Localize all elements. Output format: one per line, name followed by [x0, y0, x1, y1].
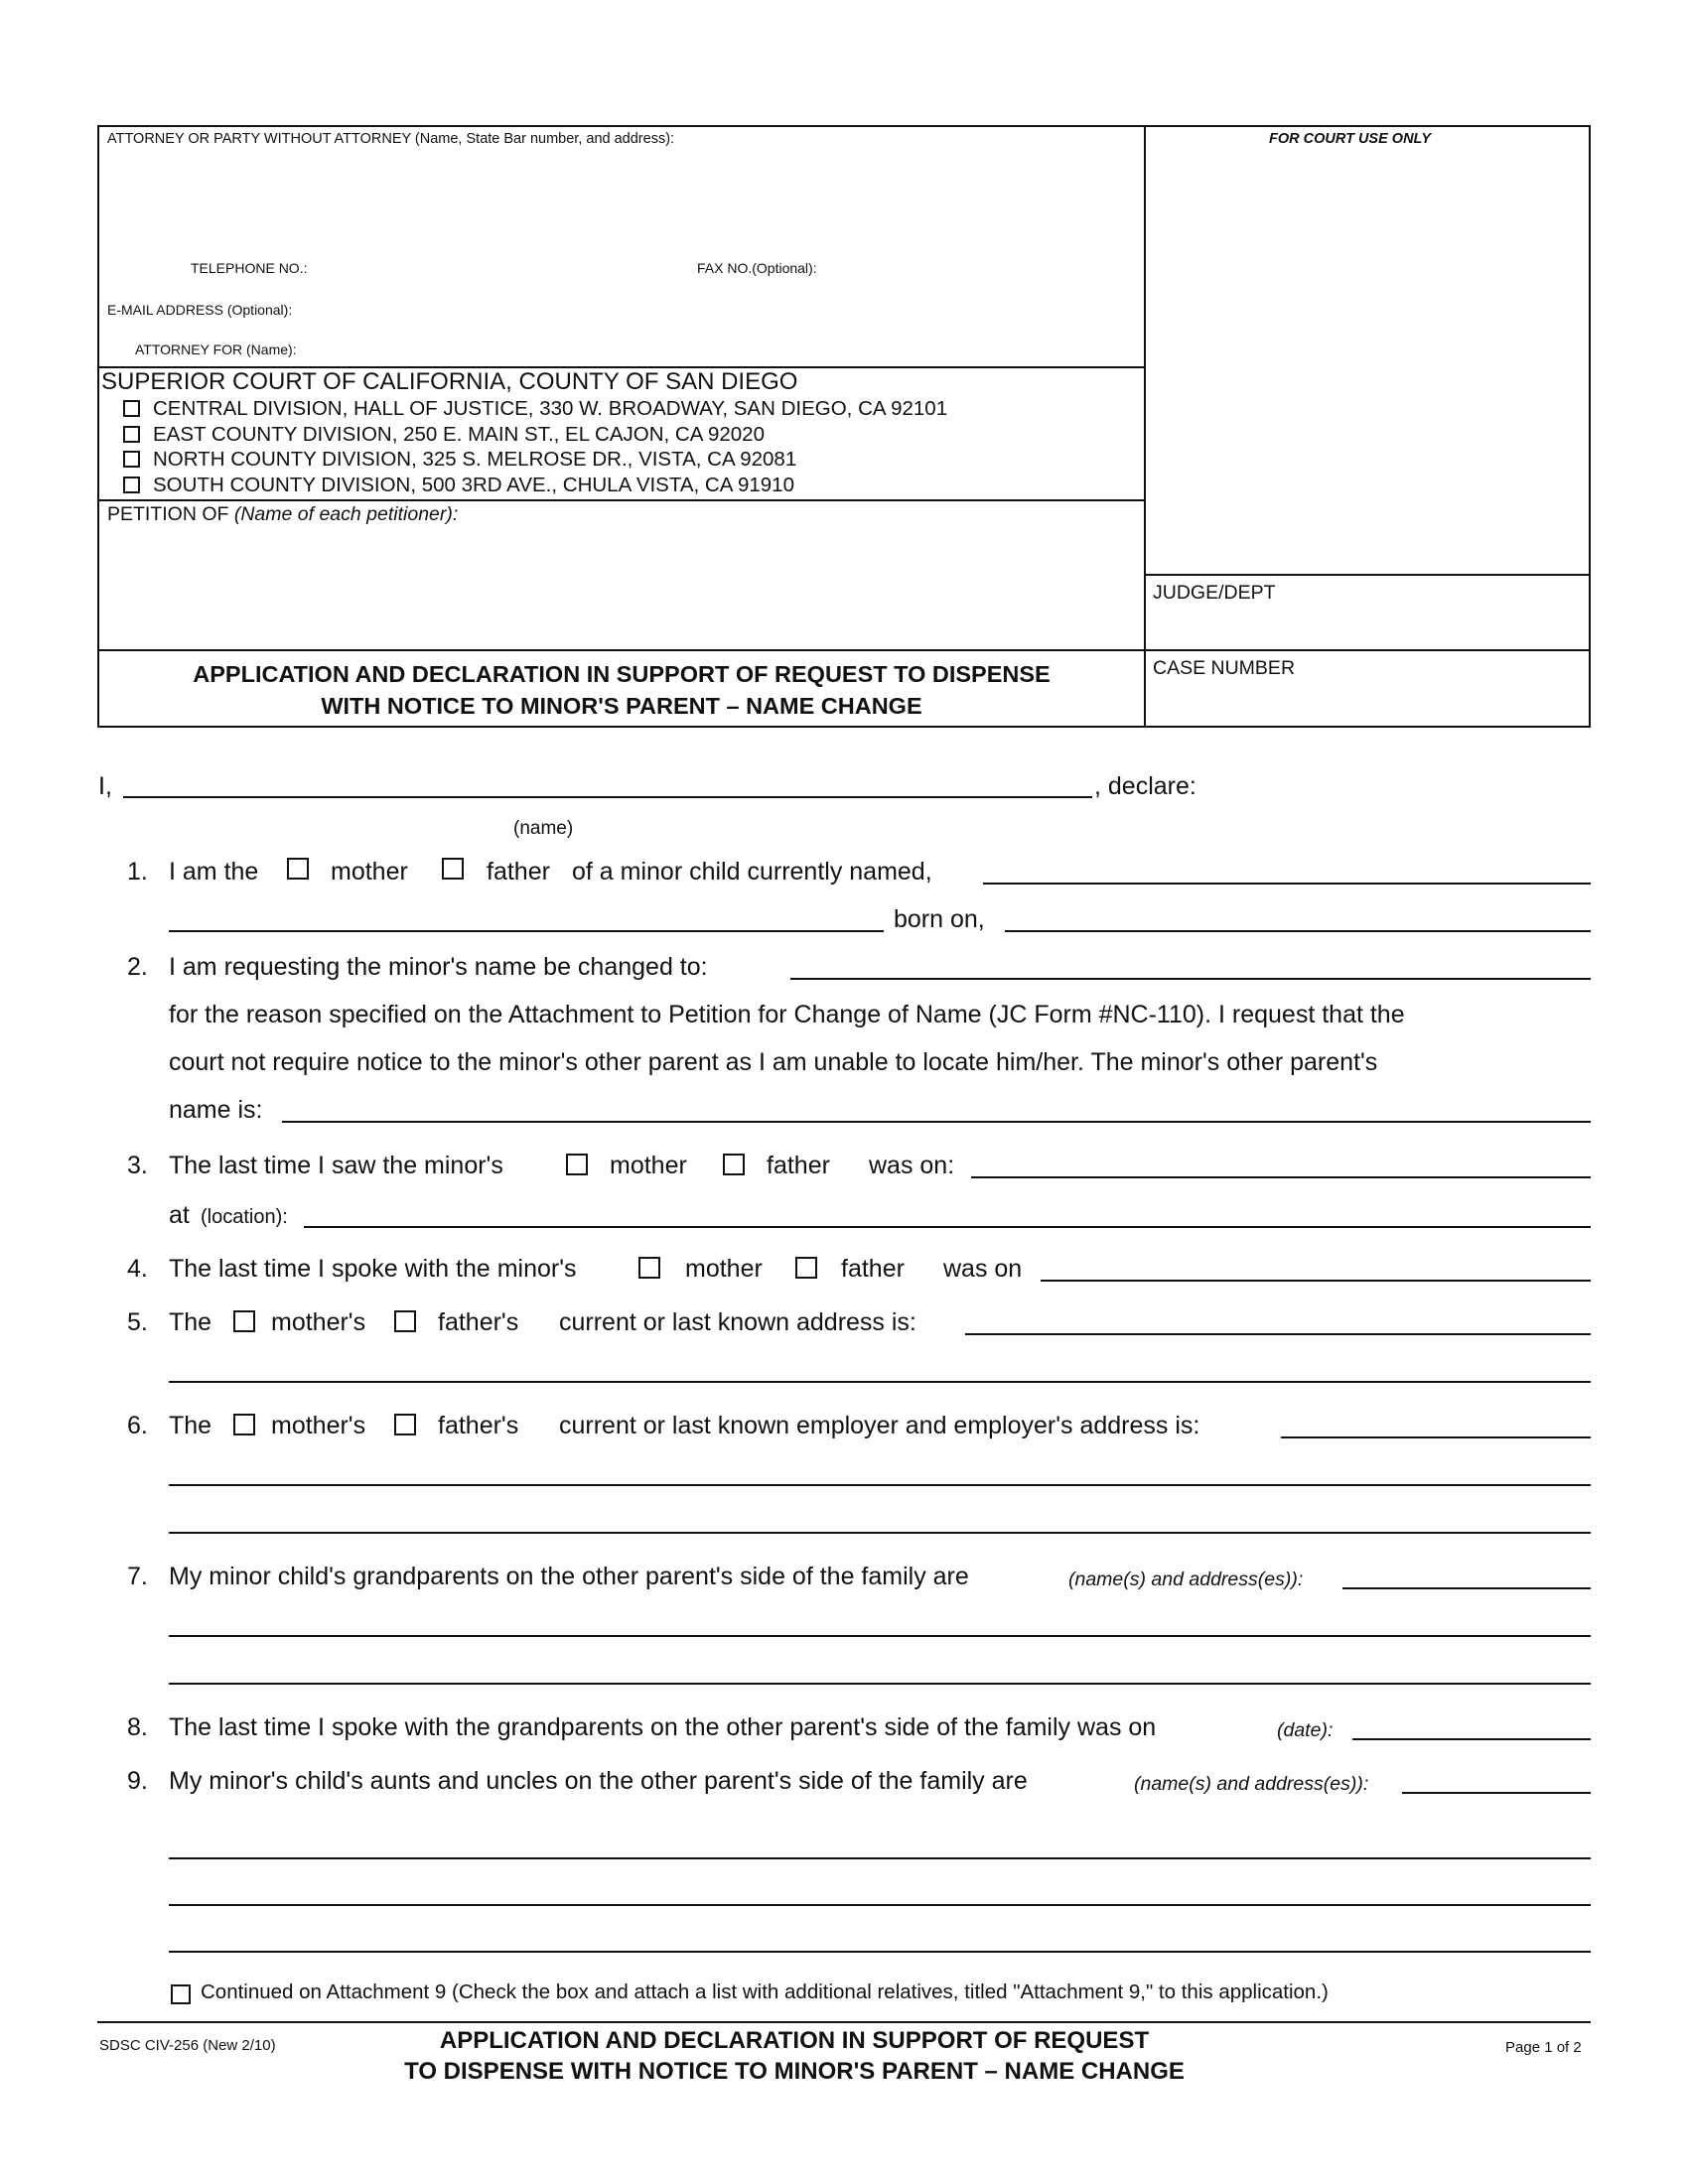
- item3-text-b: was on:: [869, 1152, 955, 1179]
- item-number: 4.: [127, 1255, 148, 1283]
- last-seen-date-field[interactable]: [971, 1176, 1591, 1178]
- item5-father-label: father's: [438, 1308, 519, 1336]
- divider: [97, 649, 1146, 651]
- divider: [1144, 649, 1591, 651]
- item-number: 8.: [127, 1713, 148, 1741]
- fax-label: FAX NO.(Optional):: [697, 260, 817, 276]
- item5-father-checkbox[interactable]: [394, 1310, 416, 1332]
- form-title-line1: APPLICATION AND DECLARATION IN SUPPORT OF REQUEST TO DISPENSE: [193, 661, 1051, 687]
- item1-father-label: father: [487, 858, 550, 886]
- attachment-9-label: Continued on Attachment 9 (Check the box and attach a list with additional relatives, titled "Attachment 9," to this application.): [201, 1980, 1329, 2003]
- attachment-9-checkbox[interactable]: [171, 1984, 191, 2004]
- item4-mother-checkbox[interactable]: [638, 1257, 660, 1279]
- item6-text: The: [169, 1412, 212, 1439]
- item7-hint: (name(s) and address(es)):: [1068, 1569, 1304, 1590]
- minor-current-name-field-2[interactable]: [169, 930, 884, 932]
- item3-text: The last time I saw the minor's: [169, 1152, 503, 1179]
- item5-mother-label: mother's: [271, 1308, 366, 1336]
- divider: [1144, 574, 1591, 576]
- item6-mother-checkbox[interactable]: [233, 1414, 255, 1435]
- item6-father-checkbox[interactable]: [394, 1414, 416, 1435]
- relatives-field-4[interactable]: [169, 1951, 1591, 1953]
- parent-address-field-2[interactable]: [169, 1381, 1591, 1383]
- item3-father-label: father: [767, 1152, 830, 1179]
- item1-text: I am the: [169, 858, 259, 886]
- form-id: SDSC CIV-256 (New 2/10): [99, 2037, 276, 2054]
- item-number: 2.: [127, 953, 148, 981]
- relatives-field-2[interactable]: [169, 1857, 1591, 1859]
- declarant-i: I,: [98, 772, 112, 800]
- item2-line3: name is:: [169, 1096, 263, 1124]
- item-number: 1.: [127, 858, 148, 886]
- grandparents-date-field[interactable]: [1352, 1738, 1591, 1740]
- item-number: 6.: [127, 1412, 148, 1439]
- relatives-field[interactable]: [1402, 1792, 1591, 1794]
- division-checkbox[interactable]: [123, 477, 140, 493]
- court-title: SUPERIOR COURT OF CALIFORNIA, COUNTY OF SAN DIEGO: [101, 368, 798, 395]
- grandparents-field-3[interactable]: [169, 1683, 1591, 1685]
- divider: [97, 499, 1146, 501]
- item5-text: The: [169, 1308, 212, 1336]
- item6-father-label: father's: [438, 1412, 519, 1439]
- item2-text: I am requesting the minor's name be changed to:: [169, 953, 708, 981]
- employer-field-3[interactable]: [169, 1532, 1591, 1534]
- item-number: 7.: [127, 1563, 148, 1590]
- division-checkbox[interactable]: [123, 426, 140, 443]
- item-number: 9.: [127, 1767, 148, 1795]
- birth-date-field[interactable]: [1005, 930, 1591, 932]
- item1-mother-checkbox[interactable]: [287, 858, 309, 880]
- item2-line2: court not require notice to the minor's other parent as I am unable to locate him/her. The minor's other parent's: [169, 1048, 1378, 1076]
- petition-label: [107, 503, 458, 526]
- item4-text-b: was on: [943, 1255, 1023, 1283]
- item3-mother-checkbox[interactable]: [566, 1154, 588, 1175]
- caption-right-frame: [1144, 125, 1591, 728]
- item7-text: My minor child's grandparents on the other parent's side of the family are: [169, 1563, 969, 1590]
- case-number-label: CASE NUMBER: [1153, 657, 1296, 679]
- grandparents-field[interactable]: [1342, 1587, 1591, 1589]
- division-checkbox[interactable]: [123, 451, 140, 468]
- attorney-for-label: ATTORNEY FOR (Name):: [135, 341, 297, 357]
- requested-name-field[interactable]: [790, 978, 1591, 980]
- item3-location-hint: (location):: [201, 1206, 288, 1228]
- item1-text-b: of a minor child currently named,: [572, 858, 932, 886]
- last-spoke-date-field[interactable]: [1041, 1280, 1591, 1282]
- item2-line1: for the reason specified on the Attachment to Petition for Change of Name (JC Form #NC-110). I request that the: [169, 1001, 1405, 1028]
- item4-text: The last time I spoke with the minor's: [169, 1255, 577, 1283]
- division-label: SOUTH COUNTY DIVISION, 500 3RD AVE., CHULA VISTA, CA 91910: [153, 474, 794, 496]
- footer-title-line2: TO DISPENSE WITH NOTICE TO MINOR'S PARENT – NAME CHANGE: [404, 2058, 1185, 2085]
- declare-text: , declare:: [1094, 772, 1196, 800]
- item4-father-checkbox[interactable]: [795, 1257, 817, 1279]
- item8-text: The last time I spoke with the grandparents on the other parent's side of the family was on: [169, 1713, 1157, 1741]
- petition-hint: (Name of each petitioner):: [233, 503, 459, 525]
- email-label: E-MAIL ADDRESS (Optional):: [107, 302, 293, 318]
- item5-mother-checkbox[interactable]: [233, 1310, 255, 1332]
- item-number: 3.: [127, 1152, 148, 1179]
- born-on-label: born on,: [894, 905, 985, 933]
- footer-rule: [97, 2021, 1591, 2023]
- petition-of-text: PETITION OF: [107, 503, 229, 525]
- form-title-line2: WITH NOTICE TO MINOR'S PARENT – NAME CHANGE: [321, 693, 922, 719]
- item4-father-label: father: [841, 1255, 905, 1283]
- item8-hint: (date):: [1277, 1719, 1334, 1741]
- item1-father-checkbox[interactable]: [442, 858, 464, 880]
- other-parent-name-field[interactable]: [282, 1121, 1591, 1123]
- employer-field-2[interactable]: [169, 1484, 1591, 1486]
- employer-field[interactable]: [1281, 1436, 1591, 1438]
- item6-mother-label: mother's: [271, 1412, 366, 1439]
- item3-father-checkbox[interactable]: [723, 1154, 745, 1175]
- item4-mother-label: mother: [685, 1255, 763, 1283]
- item9-text: My minor's child's aunts and uncles on the other parent's side of the family are: [169, 1767, 1028, 1795]
- footer-title-line1: APPLICATION AND DECLARATION IN SUPPORT OF REQUEST: [439, 2027, 1150, 2054]
- court-use-only-label: FOR COURT USE ONLY: [1269, 131, 1431, 147]
- attorney-label: ATTORNEY OR PARTY WITHOUT ATTORNEY (Name, State Bar number, and address):: [107, 131, 675, 147]
- division-label: EAST COUNTY DIVISION, 250 E. MAIN ST., EL CAJON, CA 92020: [153, 423, 765, 446]
- declarant-name-field[interactable]: [123, 796, 1092, 798]
- telephone-label: TELEPHONE NO.:: [191, 260, 308, 276]
- name-hint: (name): [513, 818, 574, 839]
- item9-hint: (name(s) and address(es)):: [1134, 1773, 1369, 1795]
- item1-mother-label: mother: [331, 858, 408, 886]
- item3-at: at: [169, 1201, 190, 1229]
- minor-current-name-field[interactable]: [983, 883, 1591, 885]
- judge-dept-label: JUDGE/DEPT: [1153, 582, 1276, 604]
- relatives-field-3[interactable]: [169, 1904, 1591, 1906]
- division-label: CENTRAL DIVISION, HALL OF JUSTICE, 330 W. BROADWAY, SAN DIEGO, CA 92101: [153, 397, 948, 420]
- grandparents-field-2[interactable]: [169, 1635, 1591, 1637]
- last-seen-location-field[interactable]: [304, 1226, 1591, 1228]
- item-number: 5.: [127, 1308, 148, 1336]
- page-number: Page 1 of 2: [1505, 2039, 1582, 2056]
- item5-text-b: current or last known address is:: [559, 1308, 916, 1336]
- item6-text-b: current or last known employer and employer's address is:: [559, 1412, 1200, 1439]
- division-label: NORTH COUNTY DIVISION, 325 S. MELROSE DR., VISTA, CA 92081: [153, 448, 797, 471]
- parent-address-field[interactable]: [965, 1333, 1591, 1335]
- item3-mother-label: mother: [610, 1152, 687, 1179]
- division-checkbox[interactable]: [123, 400, 140, 417]
